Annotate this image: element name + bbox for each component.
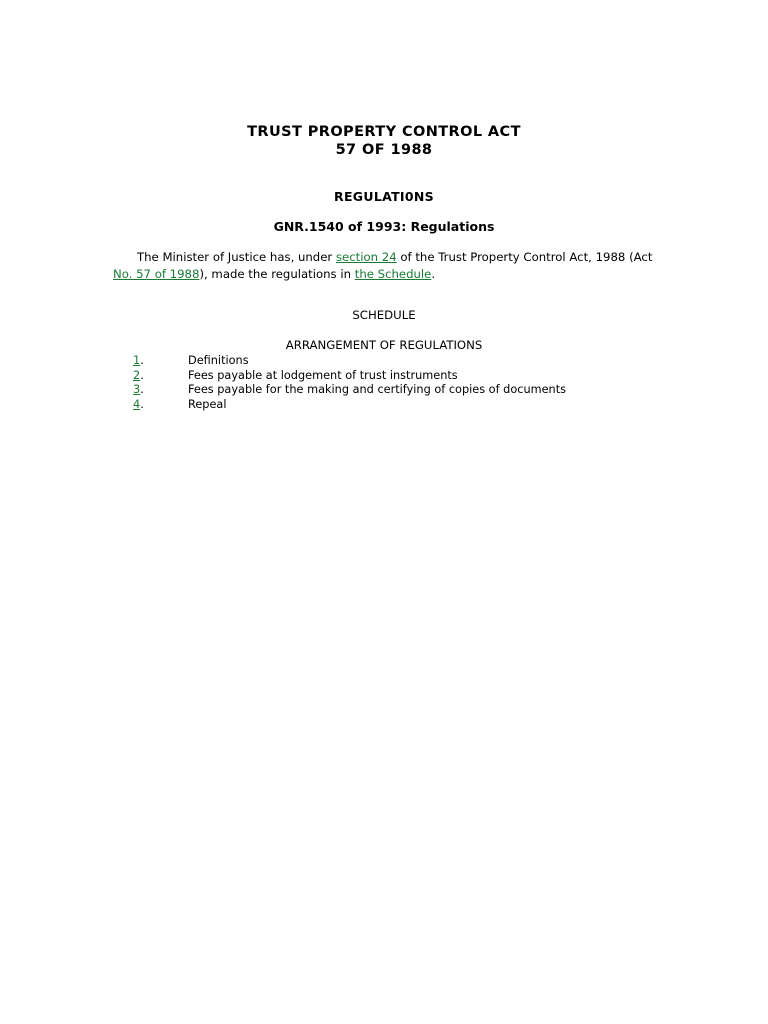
list-item[interactable]	[133, 383, 693, 398]
link-the-schedule[interactable]: the Schedule	[354, 267, 432, 281]
list-item[interactable]	[133, 398, 693, 413]
link-regulation-3[interactable]: 3	[133, 383, 141, 397]
document-title-line-2: 57 OF 1988	[335, 142, 433, 158]
toc-dot-3: .	[140, 383, 144, 397]
toc-dot-4: .	[140, 397, 144, 411]
list-item[interactable]	[133, 354, 693, 369]
paragraph-text-4: .	[431, 267, 436, 281]
link-section-24[interactable]: section 24	[335, 250, 397, 264]
introductory-paragraph	[113, 249, 658, 283]
toc-number-2[interactable]	[133, 369, 188, 384]
toc-number-4[interactable]	[133, 398, 188, 413]
paragraph-text-1: The Minister of Justice has, under	[137, 250, 336, 264]
toc-label-2: Fees payable at lodgement of trust instruments	[188, 368, 458, 382]
toc-number-3[interactable]	[133, 383, 188, 398]
regulations-heading: REGULATI0NS	[334, 189, 434, 204]
schedule-heading: SCHEDULE	[352, 308, 416, 322]
document-title-line-1: TRUST PROPERTY CONTROL ACT	[247, 124, 521, 140]
toc-dot-1: .	[140, 354, 144, 367]
toc-label-3: Fees payable for the making and certifying of copies of documents	[188, 383, 567, 397]
gnr-notice-heading: GNR.1540 of 1993: Regulations	[273, 219, 495, 234]
paragraph-text-2: of the Trust Property Control Act, 1988 (Act	[396, 250, 653, 264]
table-of-contents	[133, 354, 693, 412]
toc-label-1: Definitions	[188, 354, 249, 367]
link-act-no-57-of-1988[interactable]: No. 57 of 1988	[113, 267, 200, 281]
link-regulation-2[interactable]: 2	[133, 368, 141, 382]
link-regulation-1[interactable]: 1	[133, 354, 141, 367]
toc-dot-2: .	[140, 368, 144, 382]
list-item[interactable]	[133, 369, 693, 384]
paragraph-text-3: ), made the regulations in	[199, 267, 355, 281]
toc-label-4: Repeal	[188, 397, 227, 411]
toc-number-1[interactable]	[133, 354, 188, 369]
link-regulation-4[interactable]: 4	[133, 397, 141, 411]
arrangement-of-regulations-heading: ARRANGEMENT OF REGULATIONS	[285, 338, 483, 352]
